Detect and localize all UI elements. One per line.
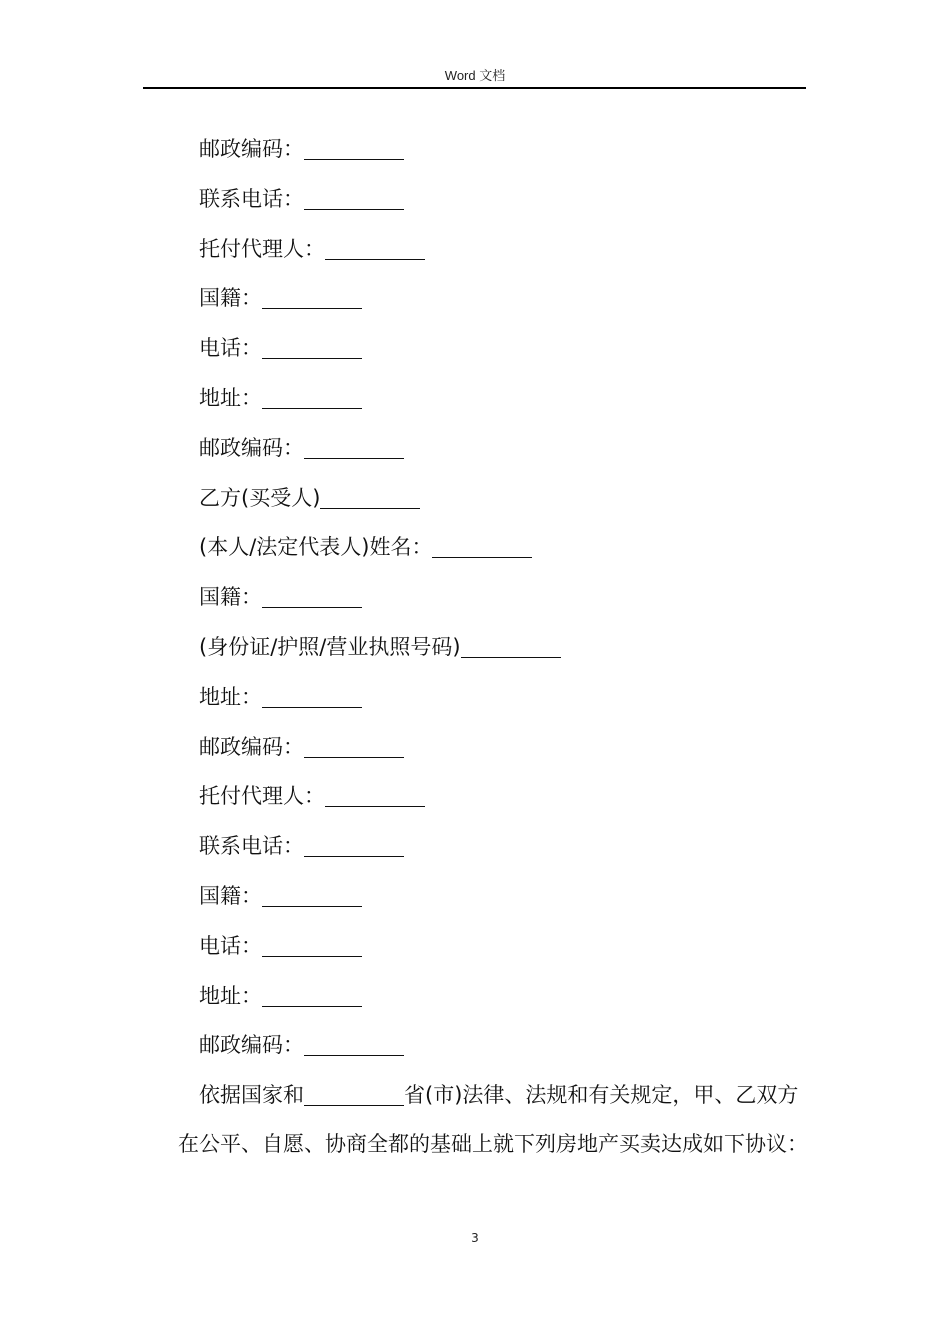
form-label: 邮政编码： xyxy=(199,435,304,460)
form-line-phone xyxy=(178,324,808,374)
fill-in-blank xyxy=(262,408,362,409)
form-line-nationality xyxy=(178,274,808,324)
form-line-id-number xyxy=(178,623,808,673)
form-line-postal-code xyxy=(178,1021,808,1071)
form-label: 邮政编码： xyxy=(199,734,304,759)
paragraph-text: 依据国家和 xyxy=(199,1083,304,1108)
form-line-nationality xyxy=(178,573,808,623)
form-label: 联系电话： xyxy=(199,834,304,859)
fill-in-blank xyxy=(304,1105,404,1106)
form-line-agent xyxy=(178,225,808,275)
form-line-contact-phone xyxy=(178,822,808,872)
fill-in-blank xyxy=(262,707,362,708)
fill-in-blank xyxy=(262,956,362,957)
form-label: (本人/法定代表人)姓名： xyxy=(199,535,433,560)
fill-in-blank xyxy=(304,209,404,210)
agreement-paragraph xyxy=(178,1071,808,1168)
form-label: 地址： xyxy=(199,684,262,709)
fill-in-blank xyxy=(320,508,420,509)
form-line-nationality xyxy=(178,872,808,922)
form-line-party-b xyxy=(178,474,808,524)
fill-in-blank xyxy=(304,757,404,758)
form-line-address xyxy=(178,972,808,1022)
form-line-postal-code xyxy=(178,723,808,773)
fill-in-blank xyxy=(262,607,362,608)
form-line-contact-phone xyxy=(178,175,808,225)
form-label: (身份证/护照/营业执照号码) xyxy=(199,634,461,659)
form-line-address xyxy=(178,374,808,424)
form-line-agent xyxy=(178,772,808,822)
fill-in-blank xyxy=(262,358,362,359)
form-line-phone xyxy=(178,922,808,972)
paragraph-text: 省(市)法律、法规和有关规定，甲、乙双方在公平、自愿、协商全都的基础上就下列房地产买卖达成如下协议： xyxy=(178,1083,808,1156)
header-divider xyxy=(143,87,806,89)
fill-in-blank xyxy=(304,856,404,857)
fill-in-blank xyxy=(325,259,425,260)
form-label: 地址： xyxy=(199,983,262,1008)
fill-in-blank xyxy=(304,458,404,459)
fill-in-blank xyxy=(262,906,362,907)
form-line-address xyxy=(178,673,808,723)
fill-in-blank xyxy=(461,657,561,658)
form-label: 乙方(买受人) xyxy=(199,485,321,510)
form-label: 托付代理人： xyxy=(199,236,325,261)
fill-in-blank xyxy=(304,1055,404,1056)
form-line-postal-code xyxy=(178,125,808,175)
fill-in-blank xyxy=(262,1006,362,1007)
document-body xyxy=(178,125,808,1168)
form-label: 国籍： xyxy=(199,286,262,311)
form-label: 托付代理人： xyxy=(199,784,325,809)
form-label: 电话： xyxy=(199,336,262,361)
fill-in-blank xyxy=(262,308,362,309)
form-label: 国籍： xyxy=(199,585,262,610)
form-label: 电话： xyxy=(199,933,262,958)
fill-in-blank xyxy=(432,557,532,558)
form-label: 国籍： xyxy=(199,883,262,908)
form-label: 联系电话： xyxy=(199,186,304,211)
form-line-name xyxy=(178,523,808,573)
fill-in-blank xyxy=(304,159,404,160)
fill-in-blank xyxy=(325,806,425,807)
page-number: 3 xyxy=(471,1231,479,1245)
form-label: 邮政编码： xyxy=(199,137,304,161)
page-header-title: Word 文档 xyxy=(444,68,506,83)
form-line-postal-code xyxy=(178,424,808,474)
form-label: 地址： xyxy=(199,385,262,410)
form-label: 邮政编码： xyxy=(199,1033,304,1058)
